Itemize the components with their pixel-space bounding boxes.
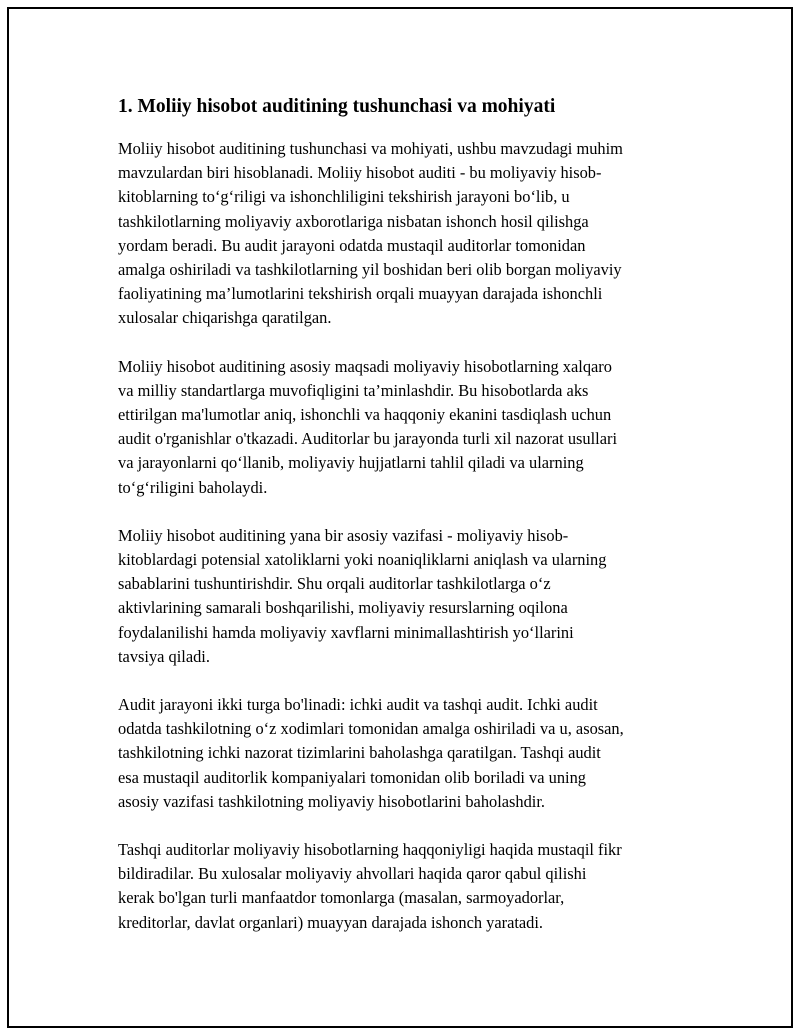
paragraph-2	[118, 355, 698, 500]
paragraph-4	[118, 693, 698, 814]
text-line: va jarayonlarni qo‘llanib, moliyaviy hujjatlarni tahlil qiladi va ularning	[118, 453, 584, 473]
text-line: Moliiy hisobot auditining yana bir asosiy vazifasi - moliyaviy hisob-	[118, 525, 569, 545]
text-line: tavsiya qiladi.	[118, 646, 210, 666]
text-line: to‘g‘riligini baholaydi.	[118, 477, 268, 497]
text-line: Moliiy hisobot auditining tushunchasi va mohiyati, ushbu mavzudagi muhim	[118, 139, 623, 158]
text-line: tashkilotning ichki nazorat tizimlarini baholashga qaratilgan. Tashqi audit	[118, 743, 601, 763]
text-line: aktivlarining samarali boshqarilishi, moliyaviy resurslarning oqilona	[118, 598, 568, 618]
text-line: esa mustaqil auditorlik kompaniyalari tomonidan olib boriladi va uning	[118, 767, 586, 787]
section-heading: 1. Moliiy hisobot auditining tushunchasi va mohiyati	[118, 96, 556, 117]
text-line: kitoblardagi potensial xatoliklarni yoki noaniqliklarni aniqlash va ularning	[118, 550, 607, 570]
text-line: ettirilgan ma'lumotlar aniq, ishonchli va haqqoniy ekanini tasdiqlash uchun	[118, 405, 612, 425]
text-line: Tashqi auditorlar moliyaviy hisobotlarning haqqoniyligi haqida mustaqil fikr	[118, 840, 622, 860]
text-line: sabablarini tushuntirishdir. Shu orqali auditorlar tashkilotlarga o‘z	[118, 574, 551, 594]
text-line: kreditorlar, davlat organlari) muayyan darajada ishonch yaratadi.	[118, 912, 544, 932]
text-line: tashkilotlarning moliyaviy axborotlariga nisbatan ishonch hosil qilishga	[118, 211, 589, 231]
paragraph-5	[118, 838, 698, 935]
text-line: faoliyatining ma’lumotlarini tekshirish orqali muayyan darajada ishonchli	[118, 284, 603, 304]
text-line: yordam beradi. Bu audit jarayoni odatda mustaqil auditorlar tomonidan	[118, 235, 586, 255]
paragraph-3	[118, 524, 698, 669]
text-line: xulosalar chiqarishga qaratilgan.	[118, 308, 332, 328]
text-line: amalga oshiriladi va tashkilotlarning yil boshidan beri olib borgan moliyaviy	[118, 260, 622, 280]
text-line: odatda tashkilotning o‘z xodimlari tomonidan amalga oshiriladi va u, asosan,	[118, 719, 624, 739]
paragraph-1	[118, 137, 698, 331]
text-line: audit o'rganishlar o'tkazadi. Auditorlar bu jarayonda turli xil nazorat usullari	[118, 429, 618, 449]
text-line: kitoblarning to‘g‘riligi va ishonchliligini tekshirish jarayoni bo‘lib, u	[118, 187, 570, 207]
text-line: foydalanilishi hamda moliyaviy xavflarni minimallashtirish yo‘llarini	[118, 622, 574, 642]
text-line: bildiradilar. Bu xulosalar moliyaviy ahvollari haqida qaror qabul qilishi	[118, 864, 587, 884]
text-line: va milliy standartlarga muvofiqligini ta’minlashdir. Bu hisobotlarda aks	[118, 380, 589, 400]
text-line: mavzulardan biri hisoblanadi. Moliiy hisobot auditi - bu moliyaviy hisob-	[118, 163, 602, 183]
text-line: kerak bo'lgan turli manfaatdor tomonlarga (masalan, sarmoyadorlar,	[118, 888, 565, 908]
text-line: Audit jarayoni ikki turga bo'linadi: ichki audit va tashqi audit. Ichki audit	[118, 695, 598, 715]
text-line: asosiy vazifasi tashkilotning moliyaviy hisobotlarini baholashdir.	[118, 791, 546, 811]
text-line: Moliiy hisobot auditining asosiy maqsadi moliyaviy hisobotlarning xalqaro	[118, 356, 612, 376]
document-body	[118, 94, 698, 959]
